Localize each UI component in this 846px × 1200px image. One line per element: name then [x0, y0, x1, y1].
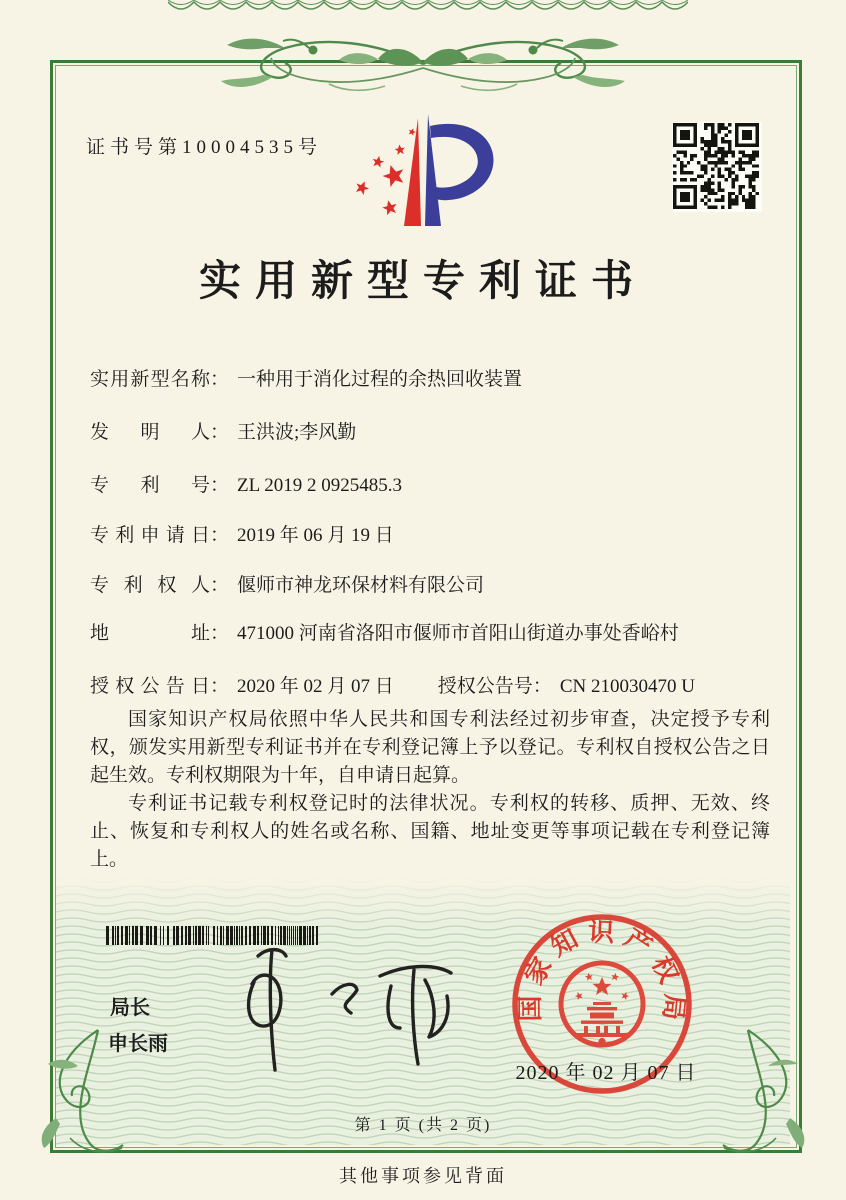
- field-row-grant-date: [90, 671, 780, 698]
- field-row-filing-date: [90, 520, 780, 547]
- field-value: 一种用于消化过程的余热回收装置: [237, 369, 523, 390]
- field-colon: ：: [210, 623, 230, 644]
- field-row-inventors: [90, 417, 780, 444]
- field-row-address: [90, 618, 780, 645]
- field-row-patent-number: [90, 470, 780, 497]
- field-value: ZL 2019 2 0925485.3: [237, 475, 403, 496]
- field-label: 专利申请日: [90, 525, 210, 546]
- legal-paragraph-1: 国家知识产权局依照中华人民共和国专利法经过初步审查，决定授予专利权，颁发实用新型专利证书并在专利登记簿上予以登记。专利权自授权公告之日起生效。专利权期限为十年，自申请日起算。: [90, 709, 770, 786]
- field-label: 专利号: [90, 475, 210, 496]
- cnipa-logo: [338, 110, 513, 234]
- field-value: 王洪波;李风勤: [237, 422, 357, 443]
- corner-flourish-right: [720, 1026, 820, 1158]
- director-title: 局长: [110, 997, 150, 1019]
- national-emblem: [561, 963, 643, 1045]
- qr-code: [672, 122, 762, 212]
- legal-paragraph-2: 专利证书记载专利权登记时的法律状况。专利权的转移、质押、无效、终止、恢复和专利权人的姓名或名称、国籍、地址变更等事项记载在专利登记簿上。: [90, 793, 770, 870]
- field-row-patentee: [90, 570, 780, 597]
- seal-text: 国家知识产权局: [515, 917, 690, 1030]
- field-colon: ：: [210, 575, 230, 596]
- field-colon: ：: [532, 676, 552, 697]
- field-row-invention-name: [90, 364, 780, 391]
- field-colon: ：: [210, 525, 230, 546]
- back-side-note: 其他事项参见背面: [339, 1166, 507, 1186]
- seal-date: 2020 年 02 月 07 日: [515, 1062, 697, 1084]
- field-colon: ：: [210, 369, 230, 390]
- field-colon: ：: [210, 475, 230, 496]
- grant-number-label: 授权公告号: [437, 676, 533, 697]
- grant-number-value: CN 210030470 U: [559, 676, 695, 697]
- field-value: 2020 年 02 月 07 日: [237, 676, 394, 697]
- certificate-title: 实用新型专利证书: [198, 259, 647, 305]
- dragon-scroll-ornament: [123, 26, 723, 98]
- field-label: 实用新型名称: [90, 369, 210, 390]
- field-label: 发明人: [90, 422, 210, 443]
- field-colon: ：: [210, 422, 230, 443]
- director-name: 申长雨: [108, 1033, 168, 1055]
- field-colon: ：: [210, 676, 230, 697]
- legal-text: [90, 706, 770, 874]
- field-value: 471000 河南省洛阳市偃师市首阳山街道办事处香峪村: [237, 623, 679, 644]
- field-label: 授权公告日: [90, 676, 210, 697]
- certificate-number: 证书号第10004535号: [86, 137, 323, 158]
- page-indicator: 第 1 页 (共 2 页): [354, 1117, 492, 1134]
- field-value: 偃师市神龙环保材料有限公司: [237, 575, 485, 596]
- field-label: 地址: [90, 623, 210, 644]
- field-value: 2019 年 06 月 19 日: [237, 525, 394, 546]
- top-lace-ornament: [168, 0, 688, 18]
- field-label: 专利权人: [90, 575, 210, 596]
- director-signature: [228, 936, 478, 1076]
